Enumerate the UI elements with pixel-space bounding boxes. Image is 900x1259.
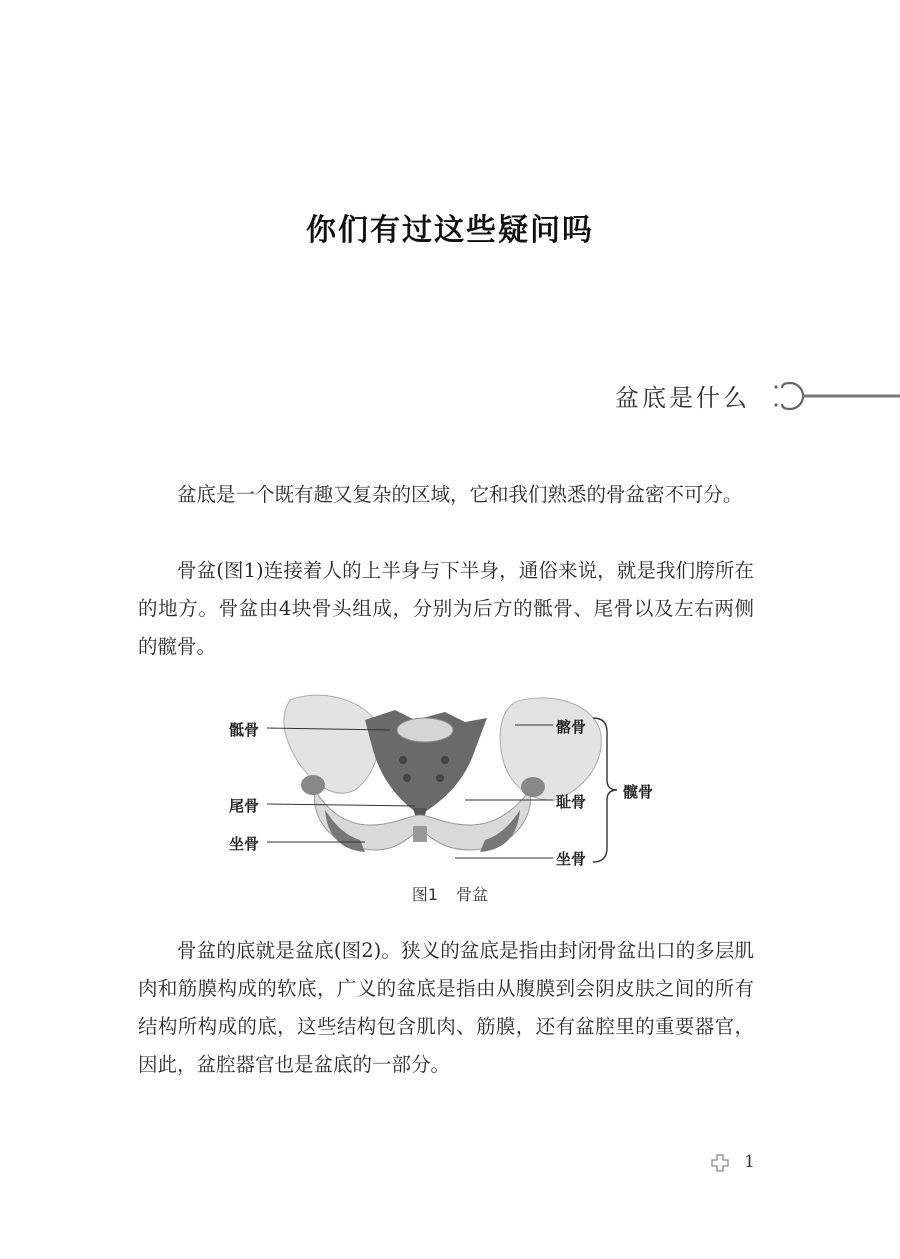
- label-ischium-right: 坐骨: [556, 850, 587, 868]
- paragraph-1: 盆底是一个既有趣又复杂的区域，它和我们熟悉的骨盆密不可分。: [177, 483, 743, 506]
- label-ischium-left: 坐骨: [229, 835, 260, 853]
- paragraph-3: 骨盆的底就是盆底(图2)。狭义的盆底是指由封闭骨盆出口的多层肌肉和筋膜构成的软底，广义的盆底是指由从腹膜到会阴皮肤之间的所有结构所构成的底，这些结构包含肌肉、筋膜，还有盆腔里的重要器官，因此，盆腔器官也是盆底的一部分。: [138, 939, 754, 1076]
- label-sacrum: 骶骨: [229, 721, 260, 739]
- medical-cross-icon: [711, 1154, 729, 1172]
- pelvis-illustration: [215, 690, 675, 870]
- chapter-title: 你们有过这些疑问吗: [306, 213, 594, 248]
- section-header: [0, 376, 900, 416]
- paragraph-2: 骨盆(图1)连接着人的上半身与下半身，通俗来说，就是我们胯所在的地方。骨盆由4块骨头组成，分别为后方的骶骨、尾骨以及左右两侧的髋骨。: [138, 559, 754, 658]
- pelvis-figure: [215, 690, 675, 870]
- figure-caption-text: 骨盆: [456, 885, 489, 904]
- section-divider-icon: [768, 376, 900, 416]
- label-coccyx: 尾骨: [229, 797, 260, 815]
- page-number: 1: [744, 1152, 755, 1172]
- label-hip-bone: 髋骨: [623, 783, 654, 801]
- section-title: 盆底是什么: [615, 384, 750, 412]
- figure-caption: [0, 882, 900, 905]
- figure-caption-number: 图1: [411, 885, 439, 904]
- label-pubis: 耻骨: [556, 793, 587, 811]
- label-ilium: 髂骨: [556, 718, 587, 736]
